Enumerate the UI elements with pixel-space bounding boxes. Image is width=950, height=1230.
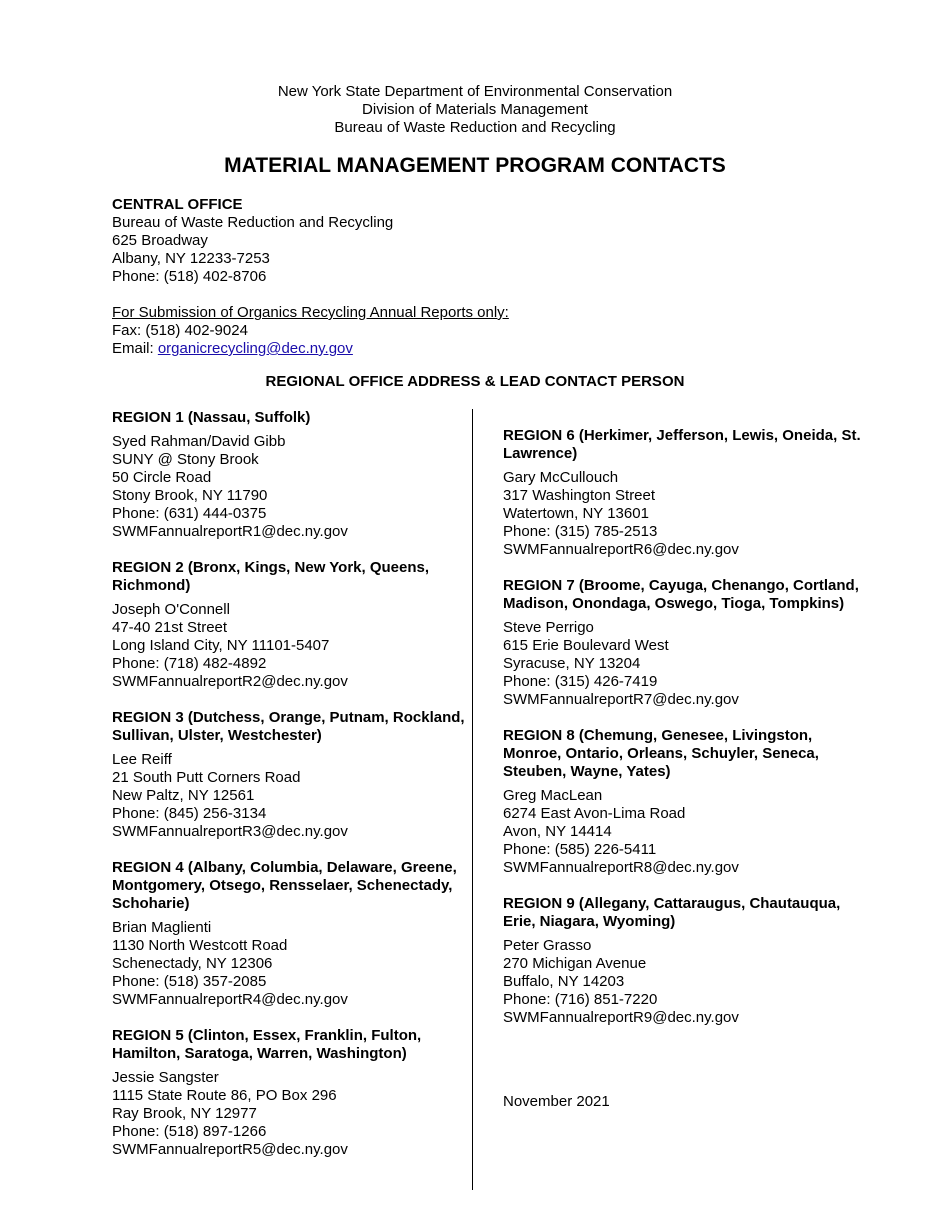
region-9 bbox=[503, 895, 863, 1027]
address-line: Long Island City, NY 11101-5407 bbox=[112, 637, 330, 654]
region-3 bbox=[112, 709, 472, 841]
address-line: Stony Brook, NY 11790 bbox=[112, 487, 268, 504]
address-line: 270 Michigan Avenue bbox=[503, 955, 647, 972]
division-name: Division of Materials Management bbox=[362, 101, 588, 118]
agency-header bbox=[0, 83, 950, 137]
address-line: Schenectady, NY 12306 bbox=[112, 955, 273, 972]
address-line: 21 South Putt Corners Road bbox=[112, 769, 301, 786]
agency-name: New York State Department of Environmental Conservation bbox=[277, 83, 673, 100]
email-label: Email: bbox=[112, 340, 158, 357]
address-line: 6274 East Avon-Lima Road bbox=[503, 805, 686, 822]
region-6 bbox=[503, 427, 863, 559]
phone: Phone: (518) 897-1266 bbox=[112, 1123, 267, 1140]
organics-email-line bbox=[112, 340, 712, 358]
central-office-line: Albany, NY 12233-7253 bbox=[112, 250, 270, 267]
address-line: 47-40 21st Street bbox=[112, 619, 228, 636]
regional-heading: REGIONAL OFFICE ADDRESS & LEAD CONTACT PERSON bbox=[265, 373, 685, 390]
address-line: 1115 State Route 86, PO Box 296 bbox=[112, 1087, 337, 1104]
contact-name: Steve Perrigo bbox=[503, 619, 594, 636]
address-line: SUNY @ Stony Brook bbox=[112, 451, 259, 468]
organics-heading: For Submission of Organics Recycling Annual Reports only: bbox=[112, 304, 509, 321]
address-line: Watertown, NY 13601 bbox=[503, 505, 649, 522]
document-date: November 2021 bbox=[503, 1093, 610, 1110]
phone: Phone: (315) 785-2513 bbox=[503, 523, 658, 540]
region-title: REGION 6 (Herkimer, Jefferson, Lewis, Oneida, St. Lawrence) bbox=[503, 427, 861, 462]
bureau-name: Bureau of Waste Reduction and Recycling bbox=[334, 119, 616, 136]
address-line: 317 Washington Street bbox=[503, 487, 656, 504]
organics-email-link[interactable]: organicrecycling@dec.ny.gov bbox=[157, 340, 353, 357]
region-title: REGION 8 (Chemung, Genesee, Livingston, Monroe, Ontario, Orleans, Schuyler, Seneca, Steuben, Wayne, Yates) bbox=[503, 727, 819, 780]
address-line: Ray Brook, NY 12977 bbox=[112, 1105, 257, 1122]
email: SWMFannualreportR6@dec.ny.gov bbox=[503, 541, 739, 558]
address-line: Syracuse, NY 13204 bbox=[503, 655, 641, 672]
region-title: REGION 1 (Nassau, Suffolk) bbox=[112, 409, 311, 426]
region-title: REGION 9 (Allegany, Cattaraugus, Chautauqua, Erie, Niagara, Wyoming) bbox=[503, 895, 841, 930]
contact-name: Lee Reiff bbox=[112, 751, 172, 768]
phone: Phone: (718) 482-4892 bbox=[112, 655, 267, 672]
contact-name: Syed Rahman/David Gibb bbox=[112, 433, 286, 450]
region-5 bbox=[112, 1027, 472, 1159]
email: SWMFannualreportR2@dec.ny.gov bbox=[112, 673, 348, 690]
email: SWMFannualreportR3@dec.ny.gov bbox=[112, 823, 348, 840]
page-title: MATERIAL MANAGEMENT PROGRAM CONTACTS bbox=[224, 154, 726, 177]
phone: Phone: (518) 357-2085 bbox=[112, 973, 267, 990]
region-title: REGION 5 (Clinton, Essex, Franklin, Fulton, Hamilton, Saratoga, Warren, Washington) bbox=[112, 1027, 422, 1062]
region-8 bbox=[503, 727, 863, 877]
phone: Phone: (315) 426-7419 bbox=[503, 673, 658, 690]
contact-name: Brian Maglienti bbox=[112, 919, 212, 936]
contact-name: Peter Grasso bbox=[503, 937, 592, 954]
phone: Phone: (631) 444-0375 bbox=[112, 505, 267, 522]
central-office-phone: Phone: (518) 402-8706 bbox=[112, 268, 267, 285]
contact-name: Jessie Sangster bbox=[112, 1069, 219, 1086]
address-line: 1130 North Westcott Road bbox=[112, 937, 288, 954]
address-line: New Paltz, NY 12561 bbox=[112, 787, 255, 804]
address-line: 50 Circle Road bbox=[112, 469, 212, 486]
central-office-line: 625 Broadway bbox=[112, 232, 208, 249]
region-title-line: Schoharie) bbox=[112, 895, 190, 912]
region-1 bbox=[112, 409, 472, 541]
organics-fax: Fax: (518) 402-9024 bbox=[112, 322, 248, 339]
email: SWMFannualreportR9@dec.ny.gov bbox=[503, 1009, 739, 1026]
address-line: Buffalo, NY 14203 bbox=[503, 973, 625, 990]
phone: Phone: (845) 256-3134 bbox=[112, 805, 267, 822]
region-title bbox=[112, 859, 472, 913]
contact-name: Joseph O'Connell bbox=[112, 601, 230, 618]
address-line: Avon, NY 14414 bbox=[503, 823, 612, 840]
email: SWMFannualreportR5@dec.ny.gov bbox=[112, 1141, 348, 1158]
column-divider bbox=[472, 409, 473, 1190]
region-7 bbox=[503, 577, 863, 709]
email: SWMFannualreportR7@dec.ny.gov bbox=[503, 691, 739, 708]
central-office-line: Bureau of Waste Reduction and Recycling bbox=[112, 214, 394, 231]
region-4 bbox=[112, 859, 472, 1009]
email: SWMFannualreportR8@dec.ny.gov bbox=[503, 859, 739, 876]
phone: Phone: (585) 226-5411 bbox=[503, 841, 657, 858]
region-2 bbox=[112, 559, 472, 691]
region-title-line: REGION 4 (Albany, Columbia, Delaware, Greene, Montgomery, Otsego, Rensselaer, Schenectady, bbox=[112, 859, 457, 894]
address-line: 615 Erie Boulevard West bbox=[503, 637, 669, 654]
region-title: REGION 2 (Bronx, Kings, New York, Queens, Richmond) bbox=[112, 559, 430, 594]
email: SWMFannualreportR4@dec.ny.gov bbox=[112, 991, 348, 1008]
email: SWMFannualreportR1@dec.ny.gov bbox=[112, 523, 348, 540]
regions-right-column bbox=[503, 427, 863, 1045]
contact-name: Gary McCullouch bbox=[503, 469, 619, 486]
central-office bbox=[112, 196, 712, 358]
regions-left-column bbox=[112, 409, 472, 1177]
central-office-heading: CENTRAL OFFICE bbox=[112, 196, 243, 213]
region-title: REGION 7 (Broome, Cayuga, Chenango, Cortland, Madison, Onondaga, Oswego, Tioga, Tompkins) bbox=[503, 577, 859, 612]
contact-name: Greg MacLean bbox=[503, 787, 603, 804]
phone: Phone: (716) 851-7220 bbox=[503, 991, 658, 1008]
region-title: REGION 3 (Dutchess, Orange, Putnam, Rockland, Sullivan, Ulster, Westchester) bbox=[112, 709, 465, 744]
